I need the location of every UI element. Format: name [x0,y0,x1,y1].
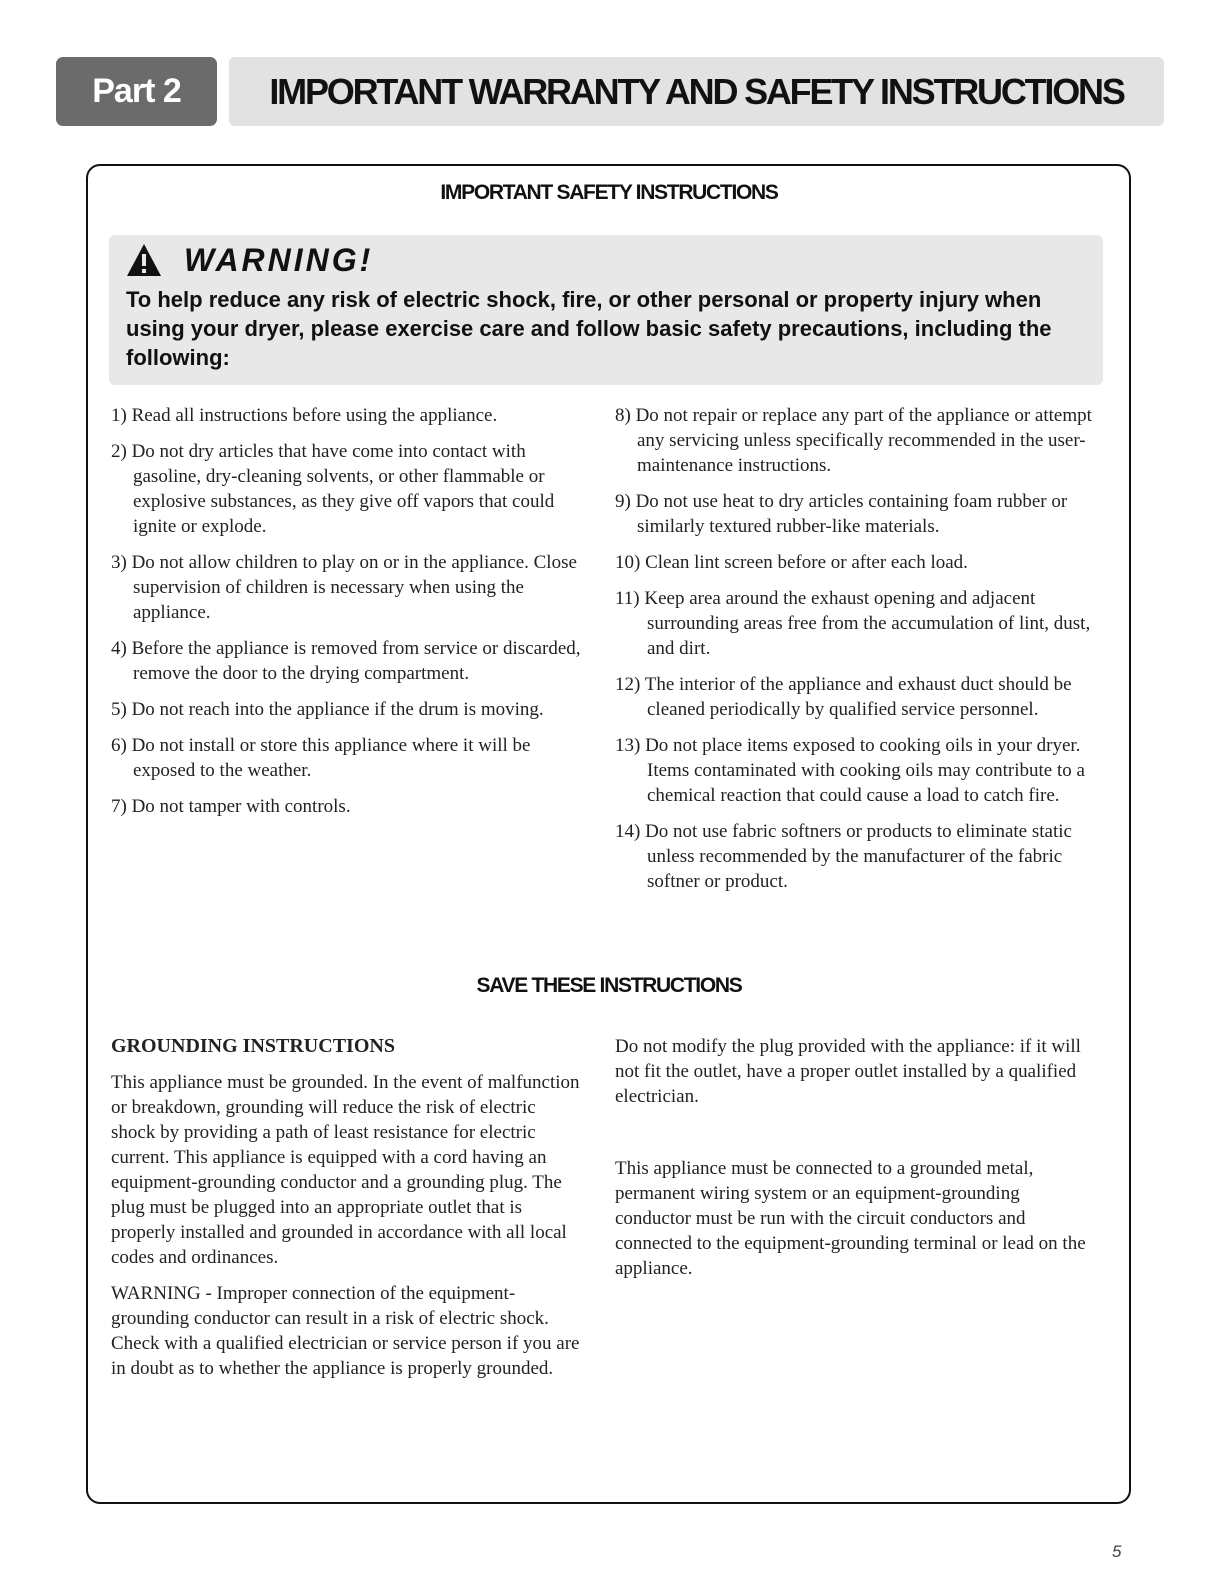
list-item: 6) Do not install or store this appliance where it will be exposed to the weather. [111,735,531,781]
grounding-paragraph: This appliance must be grounded. In the event of malfunction or breakdown, grounding will reduce the risk of electric shock by providing a path of least resistance for electric current. This appliance is equipped with a cord having an equipment-grounding conductor and a grounding plug. The plug must be plugged into an appropriate outlet that is properly installed and grounded in accordance with all local codes and ordinances. [111,1072,580,1268]
list-item: 10) Clean lint screen before or after each load. [615,552,968,573]
list-item: 7) Do not tamper with controls. [111,796,351,817]
page-title-bar [229,57,1164,126]
warning-triangle-icon [126,242,162,278]
list-item: 3) Do not allow children to play on or in the appliance. Close supervision of children is necessary when using the appliance. [111,552,577,623]
page-title: IMPORTANT WARRANTY AND SAFETY INSTRUCTIONS [269,70,1124,112]
part-label: Part 2 [56,57,217,126]
grounding-left-column [111,1034,581,1392]
safety-list-right [615,403,1095,905]
page-number: 5 [1112,1542,1122,1561]
list-item: 8) Do not repair or replace any part of the appliance or attempt any servicing unless specifically recommended in the user-maintenance instructions. [615,405,1092,476]
list-item: 12) The interior of the appliance and exhaust duct should be cleaned periodically by qualified service personnel. [615,674,1072,720]
warning-text: To help reduce any risk of electric shock, fire, or other personal or property injury when using your dryer, please exercise care and follow basic safety precautions, including the following: [126,287,1052,370]
list-item: 14) Do not use fabric softners or products to eliminate static unless recommended by the manufacturer of the fabric softner or product. [615,821,1072,892]
list-item: 4) Before the appliance is removed from service or discarded, remove the door to the drying compartment. [111,638,581,684]
plug-paragraph: Do not modify the plug provided with the appliance: if it will not fit the outlet, have a proper outlet installed by a qualified electrician. [615,1036,1081,1107]
grounding-warning-paragraph: WARNING - Improper connection of the equipment-grounding conductor can result in a risk of electric shock. Check with a qualified electrician or service person if you are in doubt as to whether the appliance is properly grounded. [111,1283,580,1379]
save-instructions-heading: SAVE THESE INSTRUCTIONS [476,974,742,997]
warning-header [126,238,373,282]
connection-paragraph: This appliance must be connected to a grounded metal, permanent wiring system or an equipment-grounding conductor must be run with the circuit conductors and connected to the equipment-grounding terminal or lead on the appliance. [615,1158,1086,1279]
safety-list-left [111,403,581,830]
list-item: 5) Do not reach into the appliance if the drum is moving. [111,699,544,720]
grounding-title: GROUNDING INSTRUCTIONS [111,1035,395,1057]
warning-title: WARNING! [184,241,374,278]
list-item: 13) Do not place items exposed to cooking oils in your dryer. Items contaminated with cooking oils may contribute to a chemical reaction that could cause a load to catch fire. [615,735,1085,806]
grounding-right-column [615,1034,1095,1292]
list-item: 2) Do not dry articles that have come into contact with gasoline, dry-cleaning solvents, or other flammable or explosive substances, as they give off vapors that could ignite or explode. [111,441,555,537]
list-item: 9) Do not use heat to dry articles containing foam rubber or similarly textured rubber-like materials. [615,491,1068,537]
list-item: 11) Keep area around the exhaust opening and adjacent surrounding areas free from the accumulation of lint, dust, and dirt. [615,588,1091,659]
list-item: 1) Read all instructions before using the appliance. [111,405,498,426]
safety-heading: IMPORTANT SAFETY INSTRUCTIONS [440,181,778,204]
